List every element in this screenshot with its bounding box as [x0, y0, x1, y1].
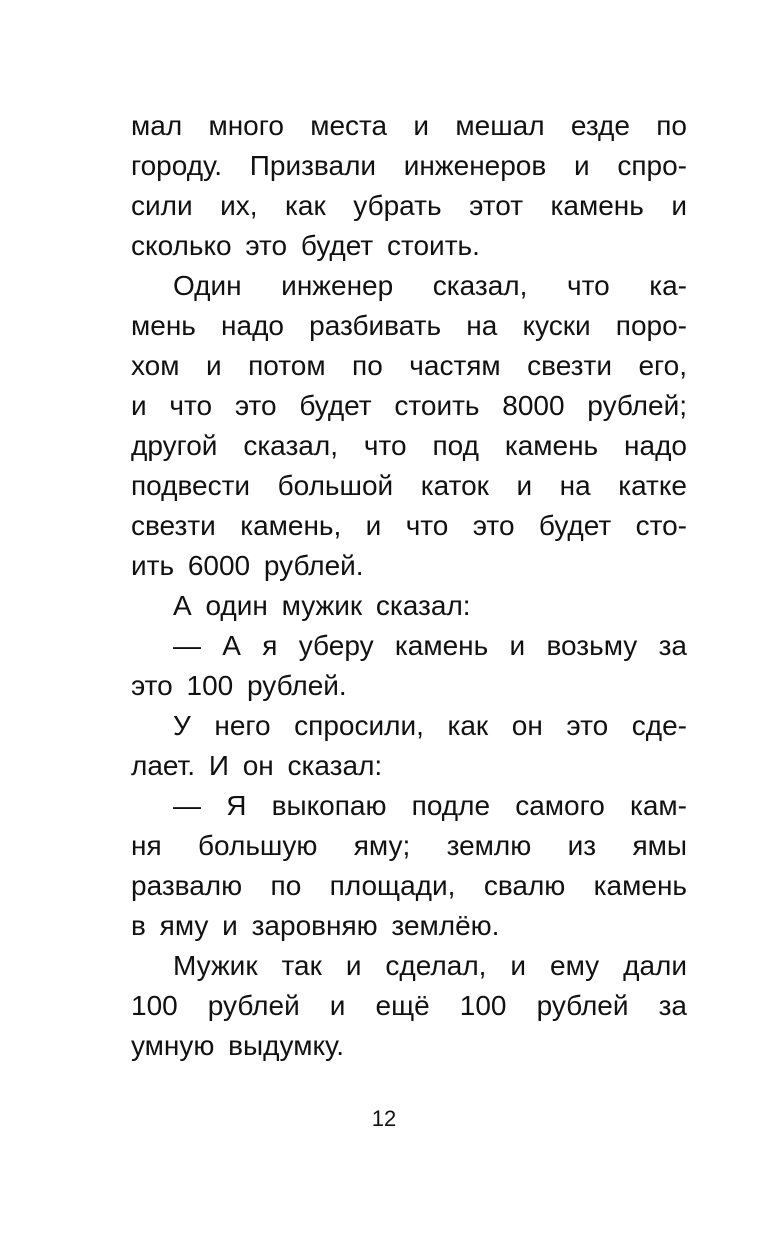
text-line: мал много места и мешал езде по: [131, 110, 687, 141]
text-line: умную выдумку.: [131, 1030, 344, 1061]
text-line: городу. Призвали инженеров и спро-: [131, 150, 687, 181]
text-line: и что это будет стоить 8000 рублей;: [131, 390, 687, 421]
text-line: свезти камень, и что это будет сто-: [131, 510, 687, 541]
text-line: хом и потом по частям свезти его,: [131, 350, 687, 381]
text-line: это 100 рублей.: [131, 670, 347, 701]
text-line: другой сказал, что под камень надо: [131, 430, 687, 461]
text-line: А один мужик сказал:: [173, 590, 471, 621]
text-line: подвести большой каток и на катке: [131, 470, 687, 501]
text-line: — Я выкопаю подле самого кам-: [173, 790, 687, 821]
text-line: 100 рублей и ещё 100 рублей за: [131, 990, 687, 1021]
text-line: сколько это будет стоить.: [131, 230, 480, 261]
text-line: У него спросили, как он это сде-: [173, 710, 687, 741]
text-line: мень надо разбивать на куски поро-: [131, 310, 687, 341]
text-line: в яму и заровняю землёю.: [131, 910, 500, 941]
text-line: ня большую яму; землю из ямы: [131, 830, 687, 861]
text-line: сили их, как убрать этот камень и: [131, 190, 687, 221]
page-number: 12: [371, 1106, 397, 1131]
story-text: [131, 106, 687, 1066]
text-line: Один инженер сказал, что ка-: [173, 270, 687, 301]
text-line: лает. И он сказал:: [131, 750, 383, 781]
text-line: развалю по площади, свалю камень: [131, 870, 687, 901]
text-line: ить 6000 рублей.: [131, 550, 364, 581]
text-line: — А я уберу камень и возьму за: [173, 630, 687, 661]
text-line: Мужик так и сделал, и ему дали: [173, 950, 687, 981]
